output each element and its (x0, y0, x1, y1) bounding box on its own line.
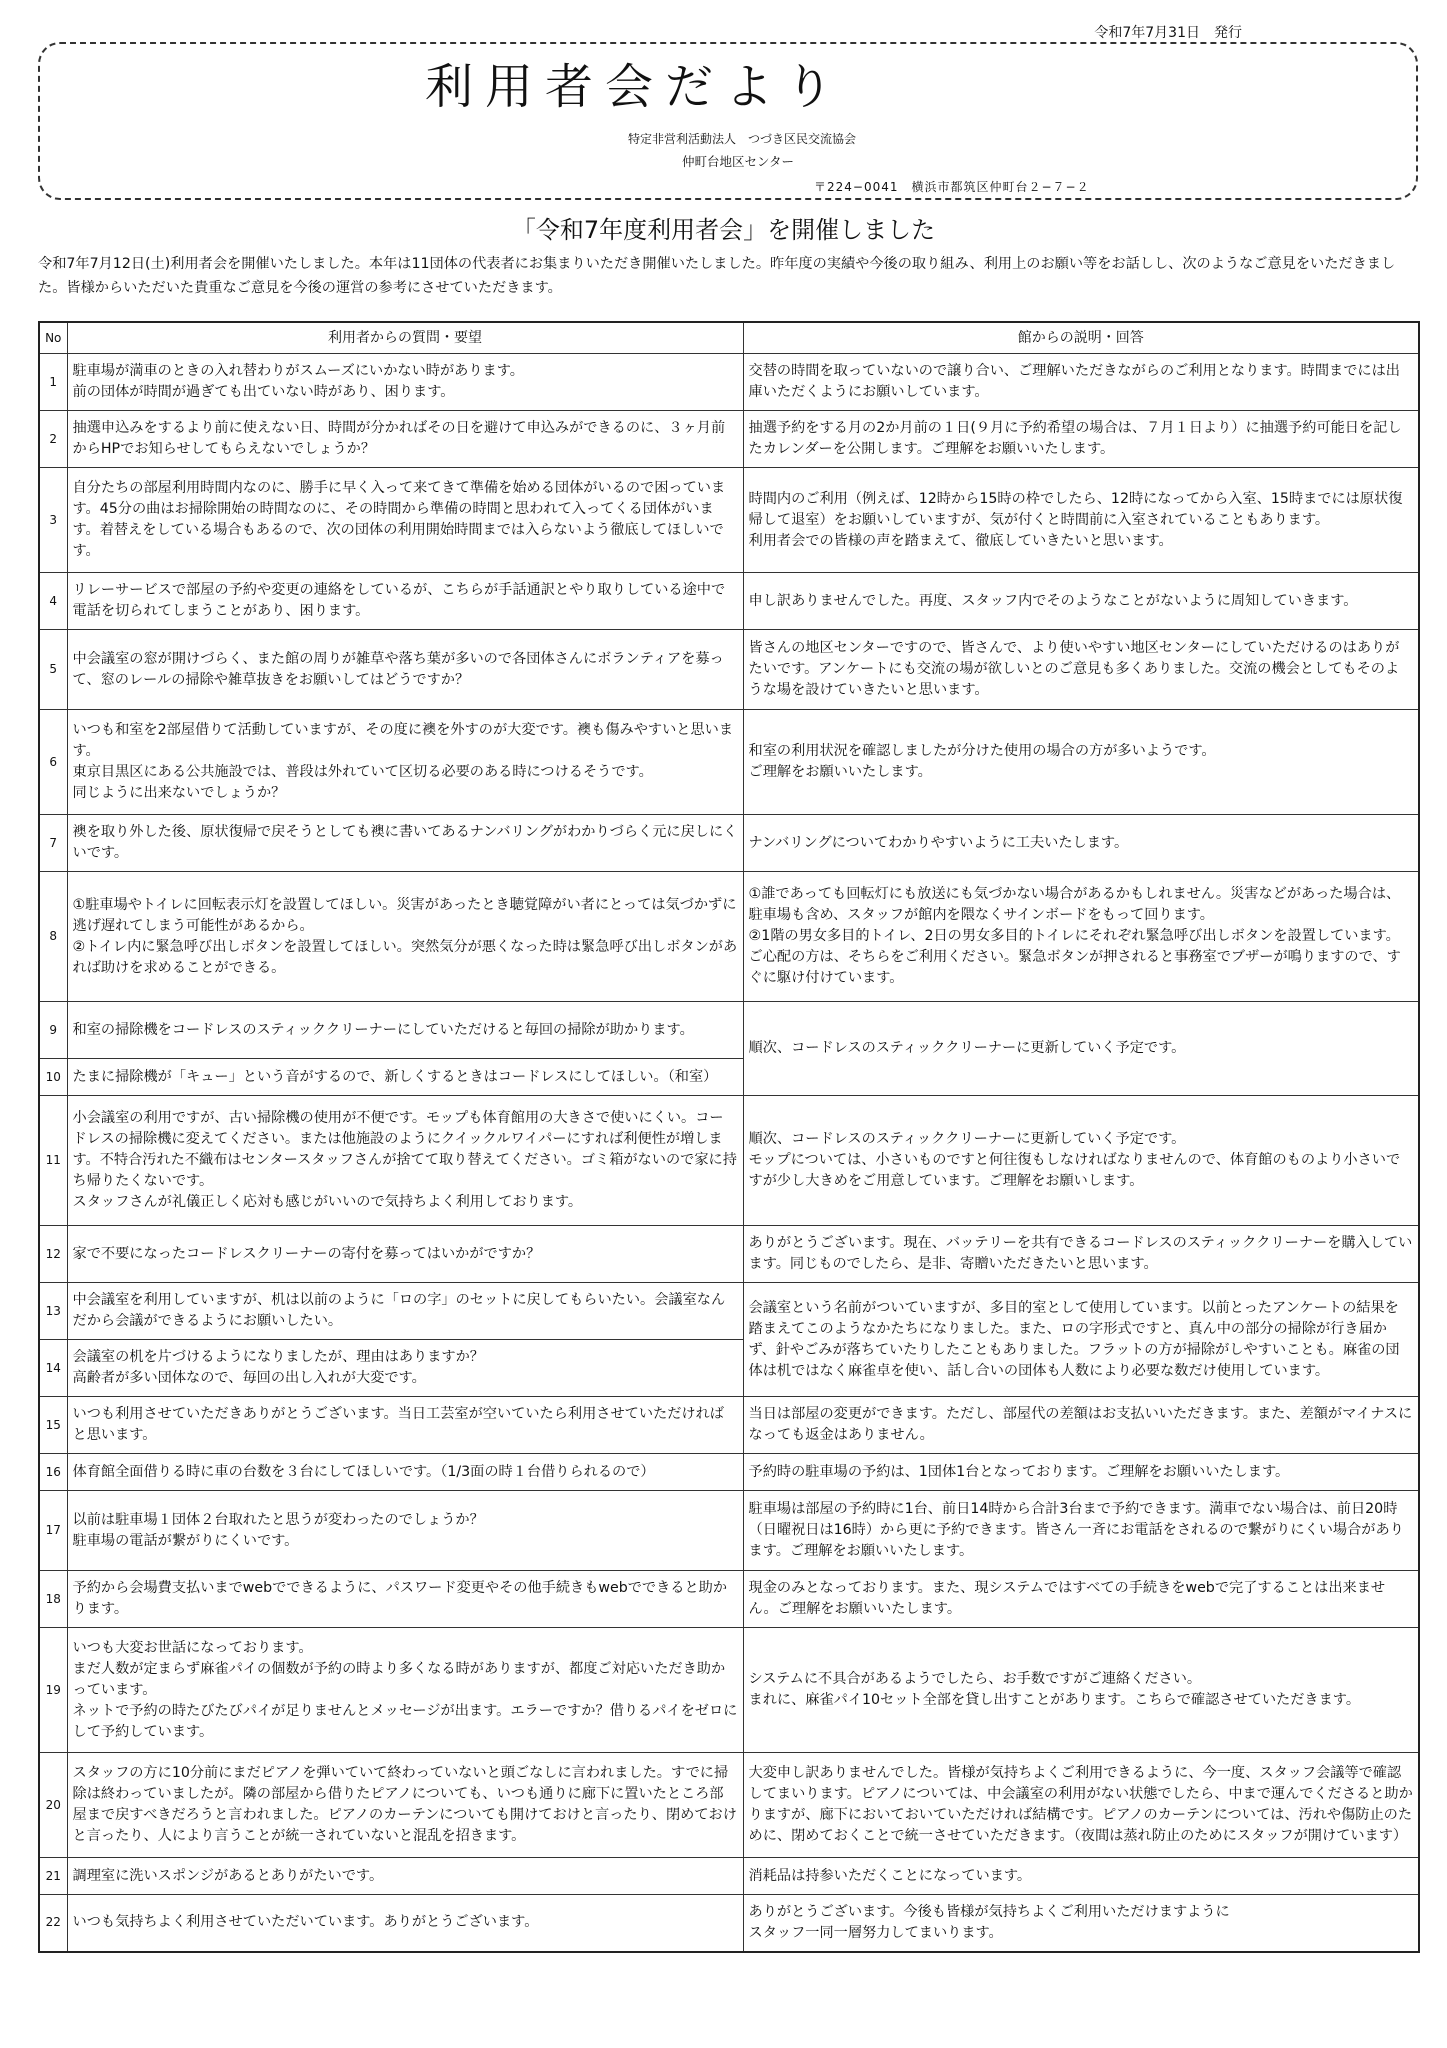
table-row (39, 354, 1419, 411)
row-number: 19 (39, 1628, 67, 1753)
table-row (39, 1226, 1419, 1283)
row-number: 9 (39, 1002, 67, 1059)
question-cell: 小会議室の利用ですが、古い掃除機の使用が不便です。モップも体育館用の大きさで使いにくい。コードレスの掃除機に変えてください。または他施設のようにクイックルワイパーにすれば利便性が増します。不特合汚れた不織布はセンタースタッフさんが捨てて取り替えてください。ゴミ箱がないので家に持ち帰りたくないです。 スタッフさんが礼儀正しく応対も感じがいいので気持ちよく利用しております。 (67, 1096, 743, 1226)
table-row (39, 411, 1419, 468)
row-number: 3 (39, 468, 67, 573)
answer-cell: システムに不具合があるようでしたら、お手数ですがご連絡ください。 まれに、麻雀パイ10セット全部を貸し出すことがあります。こちらで確認させていただきます。 (743, 1628, 1419, 1753)
row-number: 6 (39, 710, 67, 815)
answer-cell: 申し訳ありませんでした。再度、スタッフ内でそのようなことがないように周知していきます。 (743, 573, 1419, 630)
question-cell: いつも和室を2部屋借りて活動していますが、その度に襖を外すのが大変です。襖も傷みやすいと思います。 東京目黒区にある公共施設では、普段は外れていて区切る必要のある時につけるそうです。 同じように出来ないでしょうか？ (67, 710, 743, 815)
table-row (39, 1491, 1419, 1571)
row-number: 4 (39, 573, 67, 630)
row-number: 7 (39, 815, 67, 872)
answer-cell: 現金のみとなっております。また、現システムではすべての手続きをwebで完了することは出来ません。ご理解をお願いいたします。 (743, 1571, 1419, 1628)
row-number: 21 (39, 1858, 67, 1895)
question-cell: スタッフの方に10分前にまだピアノを弾いていて終わっていないと頭ごなしに言われました。すでに掃除は終わっていましたが。隣の部屋から借りたピアノについても、いつも通りに廊下に置いたところ部屋まで戻すべきだろうと言われました。ピアノのカーテンについても開けておけと言ったり、閉めておけと言ったり、人により言うことが統一されていないと混乱を招きます。 (67, 1753, 743, 1858)
newsletter-title: 利用者会だより (425, 59, 846, 115)
answer-cell: 時間内のご利用（例えば、12時から15時の枠でしたら、12時になってから入室、15時までには原状復帰して退室）をお願いしていますが、気が付くと時間前に入室されていることもあります。 利用者会での皆様の声を踏まえて、徹底していきたいと思います。 (743, 468, 1419, 573)
question-cell: ①駐車場やトイレに回転表示灯を設置してほしい。災害があったとき聴覚障がい者にとっては気づかずに逃げ遅れてしまう可能性があるから。 ②トイレ内に緊急呼び出しボタンを設置してほしい。突然気分が悪くなった時は緊急呼び出しボタンがあれば助けを求めることができる。 (67, 872, 743, 1002)
qa-table (38, 321, 1420, 1953)
table-row (39, 815, 1419, 872)
row-number: 10 (39, 1059, 67, 1096)
answer-cell: ナンバリングについてわかりやすいように工夫いたします。 (743, 815, 1419, 872)
question-cell: 調理室に洗いスポンジがあるとありがたいです。 (67, 1858, 743, 1895)
answer-cell: ①誰であっても回転灯にも放送にも気づかない場合があるかもしれません。災害などがあった場合は、駐車場も含め、スタッフが館内を隈なくサインボードをもって回ります。 ②1階の男女多目的トイレ、2日の男女多目的トイレにそれぞれ緊急呼び出しボタンを設置しています。ご心配の方は、そちらをご利用ください。緊急ボタンが押されると事務室でブザーが鳴りますので、すぐに駆け付けています。 (743, 872, 1419, 1002)
row-number: 17 (39, 1491, 67, 1571)
row-number: 8 (39, 872, 67, 1002)
table-row (39, 1283, 1419, 1340)
answer-cell: 交替の時間を取っていないので譲り合い、ご理解いただきながらのご利用となります。時間までには出庫いただくようにお願いしています。 (743, 354, 1419, 411)
row-number: 13 (39, 1283, 67, 1340)
answer-cell: 当日は部屋の変更ができます。ただし、部屋代の差額はお支払いいただきます。また、差額がマイナスになっても返金はありません。 (743, 1397, 1419, 1454)
question-cell: 自分たちの部屋利用時間内なのに、勝手に早く入って来てきて準備を始める団体がいるので困っています。45分の曲はお掃除開始の時間なのに、その時間から準備の時間と思われて入ってくる団体がいます。着替えをしている場合もあるので、次の団体の利用開始時間までは入らないよう徹底してほしいです。 (67, 468, 743, 573)
row-number: 20 (39, 1753, 67, 1858)
center-name: 仲町台地区センター (682, 154, 795, 169)
table-row (39, 1628, 1419, 1753)
question-cell: 中会議室の窓が開けづらく、また館の周りが雑草や落ち葉が多いので各団体さんにボランティアを募って、窓のレールの掃除や雑草抜きをお願いしてはどうですか？ (67, 630, 743, 710)
question-cell: たまに掃除機が「キュー」という音がするので、新しくするときはコードレスにしてほしい。（和室） (67, 1059, 743, 1096)
table-header-row (39, 322, 1419, 354)
intro-paragraph: 令和7年7月12日(土)利用者会を開催いたしました。本年は11団体の代表者にお集まりいただき開催いたしました。昨年度の実績や今後の取り組み、利用上のお願い等をお話しし、次のようなご意見をいただきました。皆様からいただいた貴重なご意見を今後の運営の参考にさせていただきます。 (38, 256, 1396, 296)
row-number: 16 (39, 1454, 67, 1491)
answer-cell: 駐車場は部屋の予約時に1台、前日14時から合計3台まで予約できます。満車でない場合は、前日20時（日曜祝日は16時）から更に予約できます。皆さん一斉にお電話をされるので繋がりにくい場合があります。ご理解をお願いいたします。 (743, 1491, 1419, 1571)
answer-cell: ありがとうございます。現在、バッテリーを共有できるコードレスのスティッククリーナーを購入しています。同じものでしたら、是非、寄贈いただきたいと思います。 (743, 1226, 1419, 1283)
answer-cell: ありがとうございます。今後も皆様が気持ちよくご利用いただけますように スタッフ一同一層努力してまいります。 (743, 1895, 1419, 1952)
row-number: 18 (39, 1571, 67, 1628)
table-row (39, 468, 1419, 573)
question-cell: 会議室の机を片づけるようになりましたが、理由はありますか？ 高齢者が多い団体なので、毎回の出し入れが大変です。 (67, 1340, 743, 1397)
organization-name: 特定非営利活動法人 つづき区民交流協会 (628, 132, 857, 146)
table-row (39, 573, 1419, 630)
answer-cell: 和室の利用状況を確認しましたが分けた使用の場合の方が多いようです。 ご理解をお願いいたします。 (743, 710, 1419, 815)
answer-cell: 予約時の駐車場の予約は、1団体1台となっております。ご理解をお願いいたします。 (743, 1454, 1419, 1491)
answer-cell: 順次、コードレスのスティッククリーナーに更新していく予定です。 モップについては、小さいものですと何往復もしなければなりませんので、体育館のものより小さいですが少し大きめをご用意しています。ご理解をお願いします。 (743, 1096, 1419, 1226)
question-cell: 中会議室を利用していますが、机は以前のように「ロの字」のセットに戻してもらいたい。会議室なんだから会議ができるようにお願いしたい。 (67, 1283, 743, 1340)
row-number: 15 (39, 1397, 67, 1454)
header-no: No (39, 322, 67, 354)
row-number: 5 (39, 630, 67, 710)
newsletter-header (38, 42, 1418, 200)
table-row (39, 1858, 1419, 1895)
question-cell: 駐車場が満車のときの入れ替わりがスムーズにいかない時があります。 前の団体が時間が過ぎても出ていない時があり、困ります。 (67, 354, 743, 411)
question-cell: 家で不要になったコードレスクリーナーの寄付を募ってはいかがですか？ (67, 1226, 743, 1283)
table-row (39, 710, 1419, 815)
row-number: 11 (39, 1096, 67, 1226)
question-cell: 体育館全面借りる時に車の台数を３台にしてほしいです。（1/3面の時１台借りられるので） (67, 1454, 743, 1491)
table-row (39, 630, 1419, 710)
question-cell: 和室の掃除機をコードレスのスティッククリーナーにしていただけると毎回の掃除が助かります。 (67, 1002, 743, 1059)
table-row (39, 872, 1419, 1002)
row-number: 2 (39, 411, 67, 468)
answer-cell: 順次、コードレスのスティッククリーナーに更新していく予定です。 (743, 1002, 1419, 1096)
table-row (39, 1753, 1419, 1858)
row-number: 22 (39, 1895, 67, 1952)
question-cell: 以前は駐車場１団体２台取れたと思うが変わったのでしょうか？ 駐車場の電話が繋がりにくいです。 (67, 1491, 743, 1571)
row-number: 14 (39, 1340, 67, 1397)
question-cell: いつも利用させていただきありがとうございます。当日工芸室が空いていたら利用させていただければと思います。 (67, 1397, 743, 1454)
question-cell: 襖を取り外した後、原状復帰で戻そうとしても襖に書いてあるナンバリングがわかりづらく元に戻しにくいです。 (67, 815, 743, 872)
answer-cell: 大変申し訳ありませんでした。皆様が気持ちよくご利用できるように、今一度、スタッフ会議等で確認してまいります。ピアノについては、中会議室の利用がない状態でしたら、中まで運んでくださると助かりますが、廊下においておいていただければ結構です。ピアノのカーテンについては、汚れや傷防止のために、閉めておくことで統一させていただきます。（夜間は蒸れ防止のためにスタッフが開けています） (743, 1753, 1419, 1858)
table-row (39, 1454, 1419, 1491)
question-cell: リレーサービスで部屋の予約や変更の連絡をしているが、こちらが手話通訳とやり取りしている途中で電話を切られてしまうことがあり、困ります。 (67, 573, 743, 630)
table-row (39, 1571, 1419, 1628)
header-answer: 館からの説明・回答 (743, 322, 1419, 354)
answer-cell: 消耗品は持参いただくことになっています。 (743, 1858, 1419, 1895)
question-cell: いつも大変お世話になっております。 まだ人数が定まらず麻雀パイの個数が予約の時より多くなる時がありますが、都度ご対応いただき助かっています。 ネットで予約の時たびたびパイが足りませんとメッセージが出ます。エラーですか？借りるパイをゼロにして予約しています。 (67, 1628, 743, 1753)
question-cell: 予約から会場費支払いまでwebでできるように、パスワード変更やその他手続きもwebでできると助かります。 (67, 1571, 743, 1628)
question-cell: 抽選申込みをするより前に使えない日、時間が分かればその日を避けて申込みができるのに、３ヶ月前からHPでお知らせしてもらえないでしょうか？ (67, 411, 743, 468)
table-row (39, 1895, 1419, 1952)
center-address: 〒224−0041 横浜市都筑区仲町台２−７−２ (814, 180, 1090, 194)
header-question: 利用者からの質問・要望 (67, 322, 743, 354)
table-row (39, 1002, 1419, 1059)
row-number: 1 (39, 354, 67, 411)
answer-cell: 抽選予約をする月の2か月前の１日(９月に予約希望の場合は、７月１日より）に抽選予約可能日を記したカレンダーを公開します。ご理解をお願いいたします。 (743, 411, 1419, 468)
answer-cell: 会議室という名前がついていますが、多目的室として使用しています。以前とったアンケートの結果を踏まえてこのようなかたちになりました。また、ロの字形式ですと、真ん中の部分の掃除が行き届かず、針やごみが落ちていたりしたこともありました。フラットの方が掃除がしやすいことも。麻雀の団体は机ではなく麻雀卓を使い、話し合いの団体も人数により必要な数だけ使用しています。 (743, 1283, 1419, 1397)
question-cell: いつも気持ちよく利用させていただいています。ありがとうございます。 (67, 1895, 743, 1952)
issue-date: 令和7年7月31日 発行 (1094, 25, 1242, 41)
table-row (39, 1096, 1419, 1226)
article-headline: 「令和7年度利用者会」を開催しました (511, 216, 936, 244)
answer-cell: 皆さんの地区センターですので、皆さんで、より使いやすい地区センターにしていただけるのはありがたいです。アンケートにも交流の場が欲しいとのご意見も多くありました。交流の機会としてもそのような場を設けていきたいと思います。 (743, 630, 1419, 710)
row-number: 12 (39, 1226, 67, 1283)
table-row (39, 1397, 1419, 1454)
